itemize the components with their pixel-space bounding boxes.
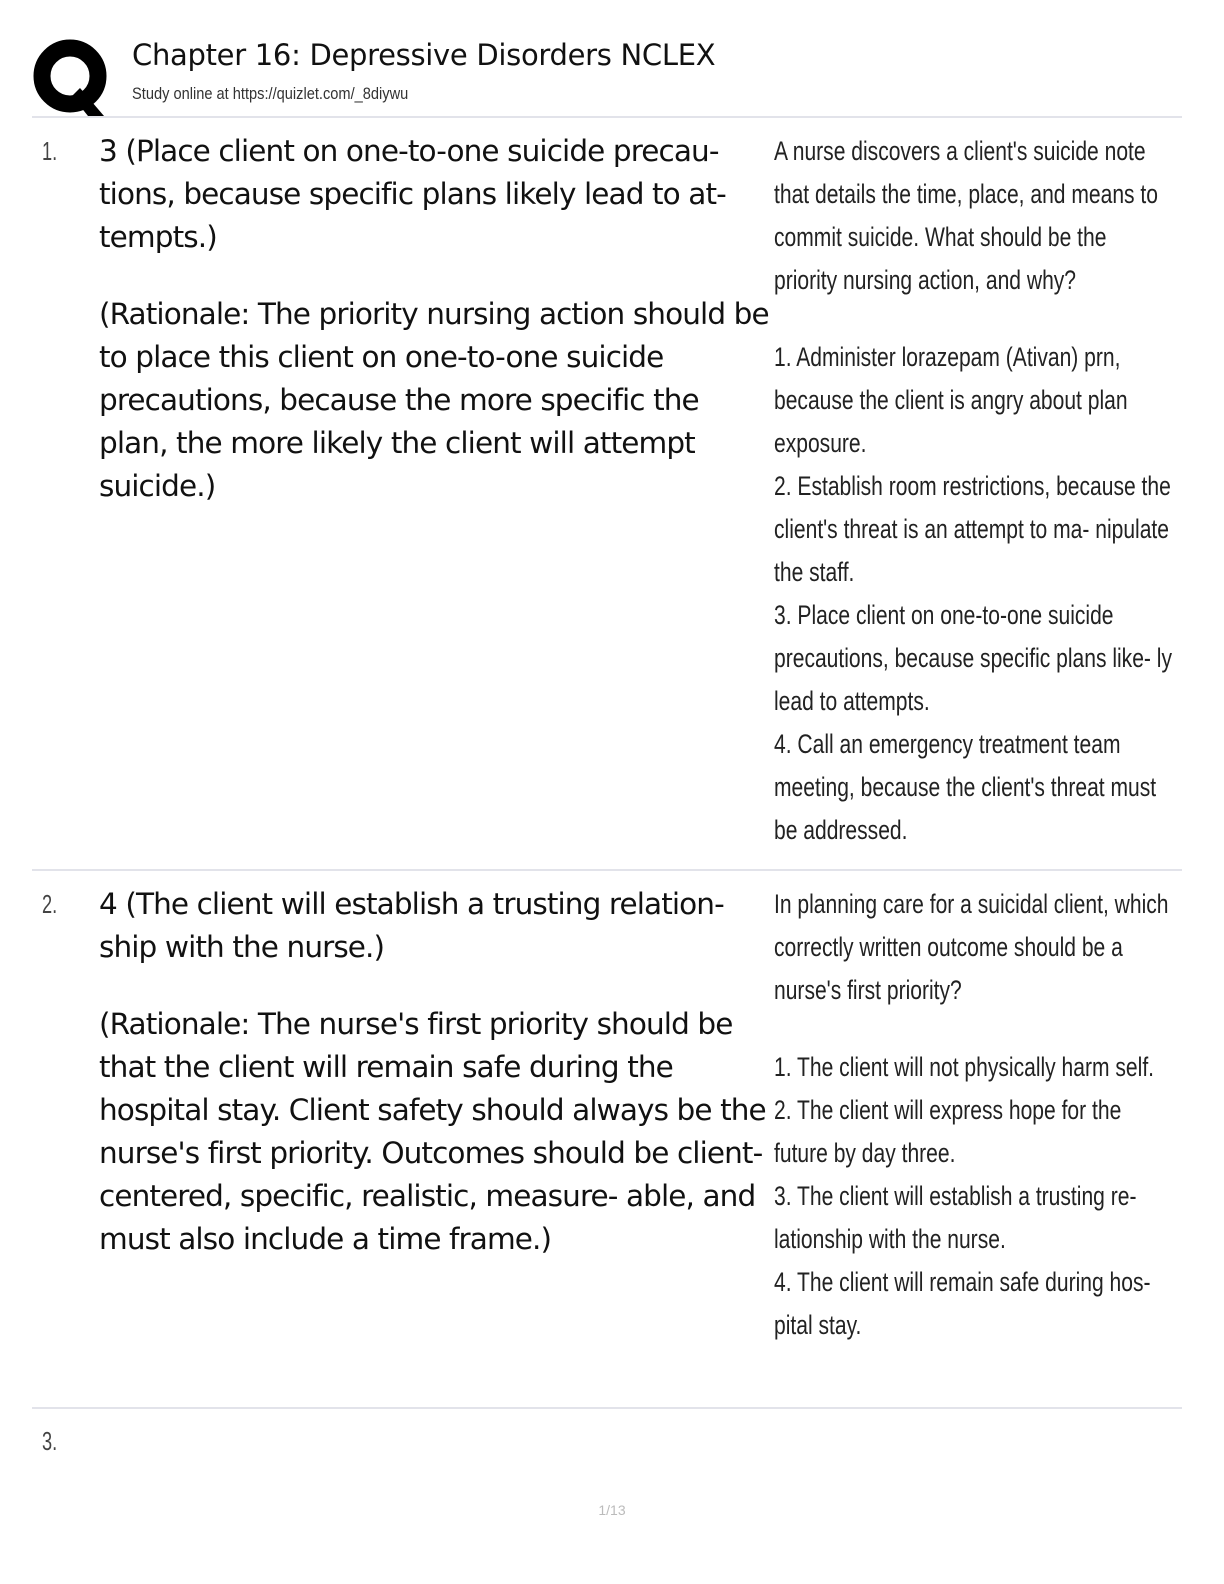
card-divider — [32, 869, 1182, 871]
card-number: 3. — [42, 1426, 58, 1456]
page-indicator: 1/13 — [598, 1502, 626, 1518]
card-question — [774, 883, 1174, 1347]
page-title: Chapter 16: Depressive Disorders NCLEX — [132, 38, 716, 72]
card-question — [774, 130, 1174, 852]
card-answer — [99, 130, 771, 508]
rationale-text: (Rationale: The nurse's first priority should be that the client will remain safe during the hospital stay. Client safety should always be the nurse's first priority. Outcomes should be client-centered, specific, realistic, measure- able, and must also include a time frame.) — [99, 1007, 766, 1256]
option-2: 2. Establish room restrictions, because the client's threat is an attempt to ma- nipulate the staff. — [774, 471, 1171, 587]
quizlet-logo-icon — [32, 38, 112, 118]
option-3: 3. The client will establish a trusting re- lationship with the nurse. — [774, 1181, 1137, 1254]
option-4: 4. The client will remain safe during hos- pital stay. — [774, 1267, 1151, 1340]
card-number: 1. — [42, 136, 58, 166]
option-2: 2. The client will express hope for the future by day three. — [774, 1095, 1122, 1168]
rationale-text: (Rationale: The priority nursing action should be to place this client on one-to-one suicide precautions, because the more specific the plan, the more likely the client will attempt suicide.) — [99, 297, 769, 503]
option-3: 3. Place client on one-to-one suicide precautions, because specific plans like- ly lead to attempts. — [774, 600, 1173, 716]
option-4: 4. Call an emergency treatment team meeting, because the client's threat must be addressed. — [774, 729, 1157, 845]
card-answer — [99, 883, 771, 1261]
header-divider — [32, 116, 1182, 118]
question-prompt: In planning care for a suicidal client, which correctly written outcome should be a nurse's first priority? — [774, 889, 1169, 1005]
card-number: 2. — [42, 889, 58, 919]
answer-text: 3 (Place client on one-to-one suicide precau- tions, because specific plans likely lead to at- tempts.) — [99, 134, 726, 254]
card-divider — [32, 1407, 1182, 1409]
answer-text: 4 (The client will establish a trusting relation- ship with the nurse.) — [99, 887, 724, 964]
page-header — [32, 32, 1182, 118]
option-1: 1. Administer lorazepam (Ativan) prn, because the client is angry about plan exposure. — [774, 342, 1128, 458]
option-1: 1. The client will not physically harm self. — [774, 1052, 1155, 1082]
study-online-link[interactable]: Study online at https://quizlet.com/_8diywu — [132, 84, 409, 103]
question-prompt: A nurse discovers a client's suicide note that details the time, place, and means to commit suicide. What should be the priority nursing action, and why? — [774, 136, 1158, 295]
